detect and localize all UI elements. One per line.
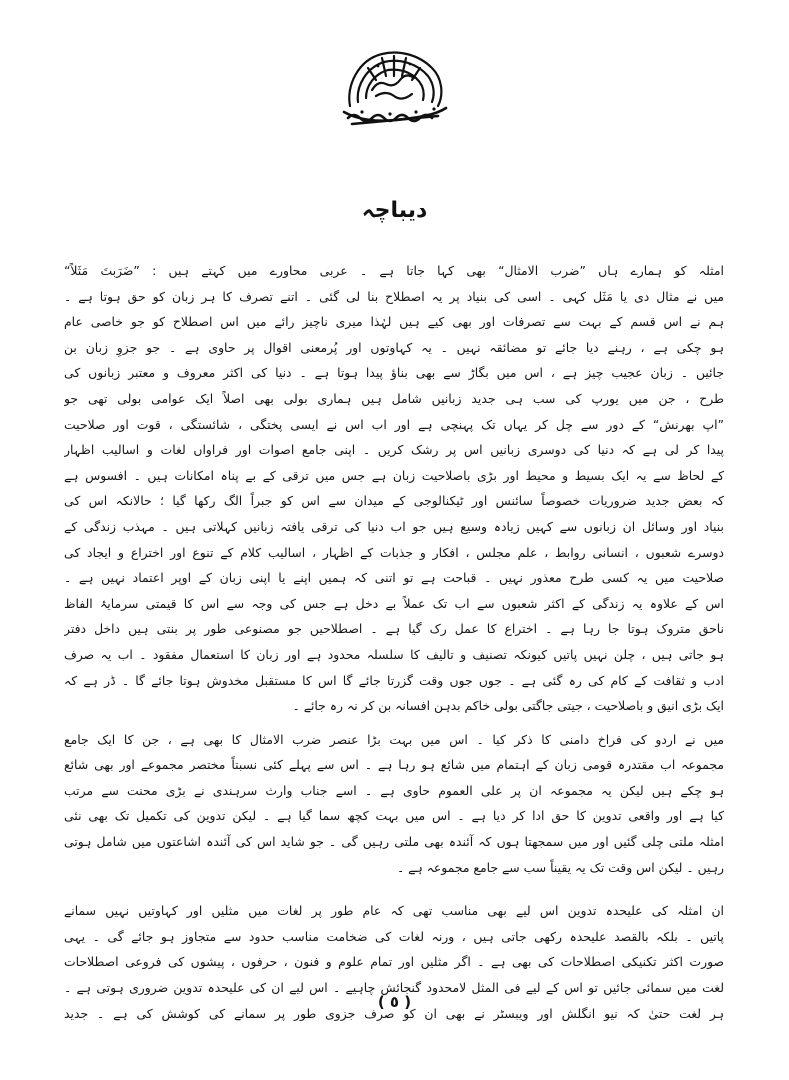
text-line: پیدا کر لی ہے کہ دنیا کی دوسری زبانیں اس پر رشک کریں ۔ اپنی جامع اصوات اور فراواں لغات و اسالیب اظہار (64, 442, 724, 458)
text-line: ہر لغت حتیٰ کہ نیو انگلش اور ویبسٹر نے بھی ان کو صرف جزوی طور پر سمانے کی کوشش کی ہے ۔ جدید (64, 1005, 724, 1021)
text-line: ہو جاتی ہیں ، چلن نہیں پاتیں کیونکہ تصنیف و تالیف کا سلسلہ محدود ہے اور زبان کا استعمال مفقود ۔ اب یہ صرف (64, 646, 724, 662)
text-line: پاتیں ۔ بلکہ بالقصد علیحدہ رکھی جاتی ہیں ، ورنہ لغات کی ضخامت مناسب حدود سے متجاوز ہو جائے گی ۔ یہی (64, 928, 724, 944)
text-line: صلاحیت میں یہ کسی طرح معذور نہیں ۔ قباحت ہے تو اتنی کہ ہمیں اپنے یا اپنی زبان کے اوپر اعتماد نہیں ہے ۔ (64, 570, 724, 586)
text-line: ایک بڑی انیق و باصلاحیت ، جیتی جاگتی بولی خاکم بدہن افسانہ بن کر نہ رہ جائے ۔ (292, 698, 724, 714)
text-line: ہو چکے ہیں لیکن یہ مجموعہ ان پر علی العموم حاوی ہے ۔ اسے جناب وارث سرہندی نے بڑی محنت سے مرتب (64, 782, 724, 798)
text-line: رہیں ۔ لیکن اس وقت تک یہ یقیناً سب سے جامع مجموعہ ہے ۔ (396, 859, 724, 875)
text-line: بنیاد اور وسائل ان زبانوں سے کہیں زیادہ وسیع ہیں جو اب دنیا کی ترقی یافتہ زبانیں کہلاتی ہیں ۔ مہذب زندگی کے (64, 518, 724, 534)
text-line: امثلہ کو ہمارے ہاں ”ضرب الامثال“ بھی کہا جاتا ہے ۔ عربی محاورے میں کہتے ہیں : ”ضَرَبتَ مَثَلاً“ (64, 263, 724, 278)
text-line: میں نے اردو کی فراخ دامنی کا ذکر کیا ۔ اس میں بہت بڑا عنصر ضرب الامثال کا بھی ہے ، جن کا ایک جامع (64, 731, 724, 747)
page-number: ( ٥ ) (377, 993, 412, 1011)
body-text (64, 258, 724, 1026)
text-line: مجموعہ اب مقتدرہ قومی زبان کے اہتمام میں شائع ہو رہا ہے ۔ اس سے پہلے کئی نسبتاً مختصر مجموعے اور بھی شائع (64, 757, 724, 773)
text-line: کیا ہے اور واقعی تدوین کا حق ادا کر دیا ہے ۔ اس میں بہت کچھ سما گیا ہے ۔ لیکن تدوین کی تکمیل تک بھی نئی (64, 808, 724, 824)
text-line: ادب و ثقافت کے کام کی رہ گئی ہے ۔ جوں جوں وقت گزرتا جائے گا اس کا مستقبل مخدوش ہوتا جائے گا ۔ ڈر ہے کہ (64, 672, 724, 688)
text-line: کے لحاظ سے یہ ایک بسیط و محیط اور بڑی باصلاحیت زبان ہے جس میں ترقی کے بے پناہ امکانات ہیں ۔ افسوس ہے (64, 467, 724, 483)
text-line: امثلہ ملتی چلی گئیں اور میں سمجھتا ہوں کہ آئندہ بھی ملتی رہیں گی ۔ جو شاید اس کی آئندہ اشاعتوں میں شامل ہوتی (64, 834, 724, 850)
text-line: کہ بعض جدید ضروریات خصوصاً سائنس اور ٹیکنالوجی کے میدان سے اس کو جبراً الگ رکھا گیا ؛ حالانکہ اس کی (64, 493, 724, 509)
text-line: لغت میں سمائی جائیں تو اس کے لیے فی المثل لامحدود گنجائش چاہیے ۔ اس لیے ان کی علیحدہ تدوین ضروری ہوتی ہے ۔ (64, 980, 724, 996)
text-line: دوسرے شعبوں ، انسانی روابط ، علم مجلس ، افکار و جذبات کے اظہار ، اسالیب کلام کے تنوع اور اختراع و ایجاد کی (64, 544, 724, 560)
text-line: ہو چکی ہے ، رہنے دیا جائے تو مضائقہ نہیں ۔ یہ کہاوتوں اور پُرمعنی اقوال پر حاوی ہے ۔ جو جزوِ زبان بن (64, 339, 724, 355)
text-line: میں نے مثال دی یا مَثَل کہی ۔ اسی کی بنیاد پر یہ اصطلاح بنا لی گئی ۔ اتنے تصرف کا ہر زبان کو حق ہوتا ہے ۔ (64, 288, 724, 304)
paragraph (64, 727, 724, 881)
text-line: جائیں ۔ زبان عجیب چیز ہے ، اس میں بگاڑ سے بھی بناؤ پیدا ہوتا ہے ۔ دنیا کی اکثر معروف و معتبر زبانوں کی (64, 365, 724, 381)
text-line: ”اپ بھرنش“ کے دور سے چل کر یہاں تک پہنچی ہے اور اب اس نے ایسی پختگی ، شائستگی ، قوت اور صلاحیت (64, 416, 724, 432)
text-line: ہم نے اس قسم کے بہت سے تصرفات اور بھی کیے ہیں لہٰذا میری ناچیز رائے میں اس اصطلاح کو جو خاصی عام (64, 314, 724, 330)
text-line: صورت اکثر تکنیکی اصطلاحات کی بھی ہے ۔ اگر مثلیں اور تمام علوم و فنون ، حرفوں ، پیشوں کی فروعی اصطلاحات (64, 954, 724, 970)
calligraphy-emblem-icon (338, 46, 452, 128)
text-line: ناحق متروک ہوتا جا رہا ہے ۔ اختراع کا عمل رک گیا ہے ۔ اصطلاحیں جو مصنوعی طور پر بنتی ہیں داخل دفتر (64, 621, 724, 637)
paragraph (64, 258, 724, 719)
text-line: اس کے علاوہ یہ زندگی کے اکثر شعبوں سے اب تک عملاً بے دخل ہے جس کی وجہ سے اس کا قیمتی سرمایۂ الفاظ (64, 595, 724, 611)
page-title: دیباچہ (361, 198, 428, 223)
text-line: طرح ، جن میں یورپ کی سب ہی جدید زبانیں شامل ہیں ہماری بولی بھی اصلاً ایک عوامی بولی تھی جو (64, 390, 724, 406)
text-line: ان امثلہ کی علیحدہ تدوین اس لیے بھی مناسب تھی کہ عام طور پر لغات میں مثلیں اور کہاوتیں نہیں سمانے (64, 903, 724, 919)
